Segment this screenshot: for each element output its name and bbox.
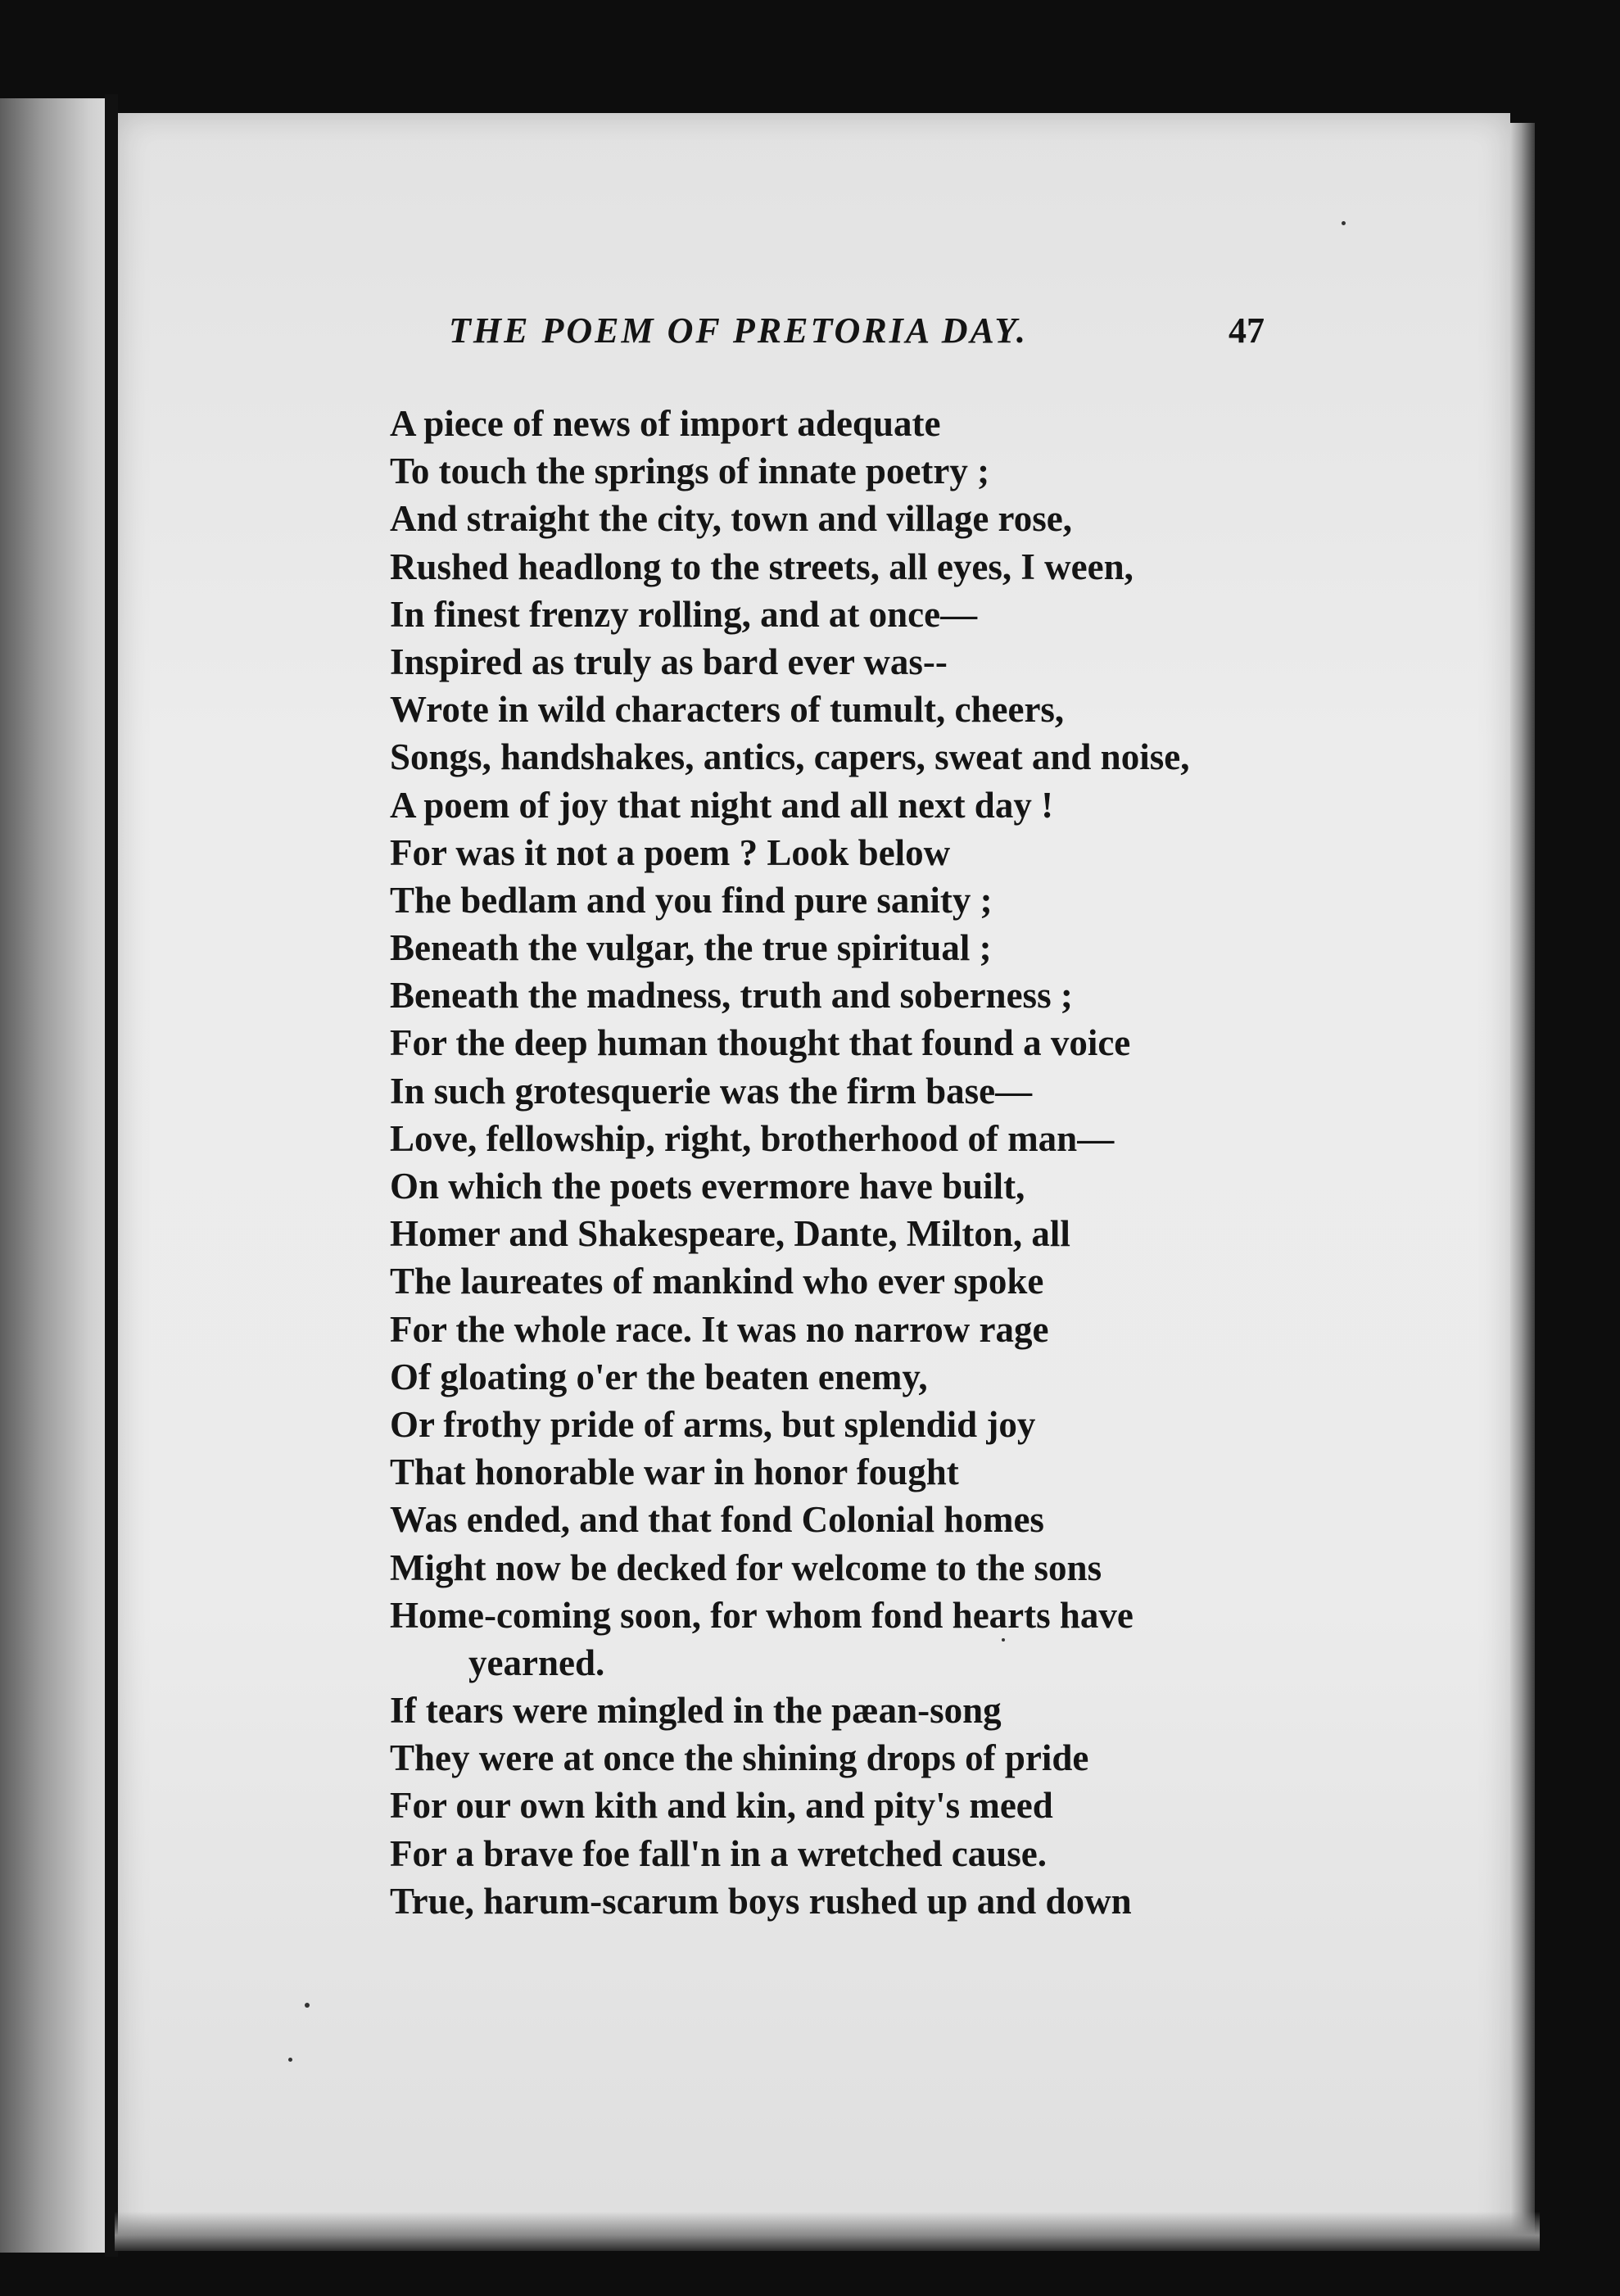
scan-speck [1342, 221, 1346, 225]
poem-line: For a brave foe fall'n in a wretched cause. [390, 1832, 1047, 1874]
poem-line: On which the poets evermore have built, [390, 1166, 1025, 1207]
poem-line: Beneath the vulgar, the true spiritual ; [390, 927, 992, 969]
poem-line: True, harum-scarum boys rushed up and down [390, 1880, 1132, 1922]
poem-text [390, 400, 1487, 1925]
poem-line: Inspired as truly as bard ever was-- [390, 641, 948, 682]
poem-line: That honorable war in honor fought [390, 1451, 959, 1493]
poem-line: If tears were mingled in the pæan-song [390, 1690, 1002, 1732]
poem-line: They were at once the shining drops of pride [390, 1737, 1089, 1779]
poem-line: Songs, handshakes, antics, capers, sweat and noise, [390, 736, 1190, 778]
poem-line: For the whole race. It was no narrow rage [390, 1308, 1049, 1350]
poem-line: Was ended, and that fond Colonial homes [390, 1499, 1044, 1541]
poem-line: Beneath the madness, truth and soberness ; [390, 975, 1073, 1017]
poem-line: Homer and Shakespeare, Dante, Milton, all [390, 1213, 1070, 1255]
poem-line: And straight the city, town and village rose, [390, 498, 1072, 540]
page-bottom-edge [115, 2212, 1540, 2251]
poem-line: Or frothy pride of arms, but splendid joy [390, 1403, 1036, 1445]
poem-line: The laureates of mankind who ever spoke [390, 1261, 1044, 1302]
poem-line: In such grotesquerie was the firm base— [390, 1070, 1033, 1112]
poem-line: For the deep human thought that found a voice [390, 1022, 1131, 1064]
poem-line: A piece of news of import adequate [390, 403, 941, 444]
poem-line: Home-coming soon, for whom fond hearts have [390, 1594, 1134, 1636]
scan-speck [1002, 1638, 1005, 1642]
poem-line: In finest frenzy rolling, and at once— [390, 593, 978, 635]
book-gutter [105, 94, 118, 2257]
poem-line: A poem of joy that night and all next day ! [390, 784, 1054, 826]
facing-page-edge [0, 98, 105, 2253]
poem-line: Love, fellowship, right, brotherhood of man— [390, 1117, 1115, 1159]
running-head: THE POEM OF PRETORIA DAY. [449, 310, 1029, 351]
page-number: 47 [1229, 310, 1265, 351]
poem-line: For was it not a poem ? Look below [390, 831, 951, 873]
scan-speck [288, 2058, 292, 2062]
poem-line: For our own kith and kin, and pity's meed [390, 1785, 1053, 1827]
poem-line: Rushed headlong to the streets, all eyes, I ween, [390, 546, 1134, 587]
poem-line: To touch the springs of innate poetry ; [390, 451, 990, 492]
poem-line: Of gloating o'er the beaten enemy, [390, 1356, 928, 1397]
page-right-edge [1510, 123, 1535, 2244]
poem-line: Wrote in wild characters of tumult, cheers, [390, 689, 1065, 731]
poem-line: yearned. [468, 1642, 605, 1683]
poem-line: Might now be decked for welcome to the sons [390, 1547, 1102, 1588]
scan-speck [305, 2003, 310, 2008]
poem-line: The bedlam and you find pure sanity ; [390, 879, 993, 921]
